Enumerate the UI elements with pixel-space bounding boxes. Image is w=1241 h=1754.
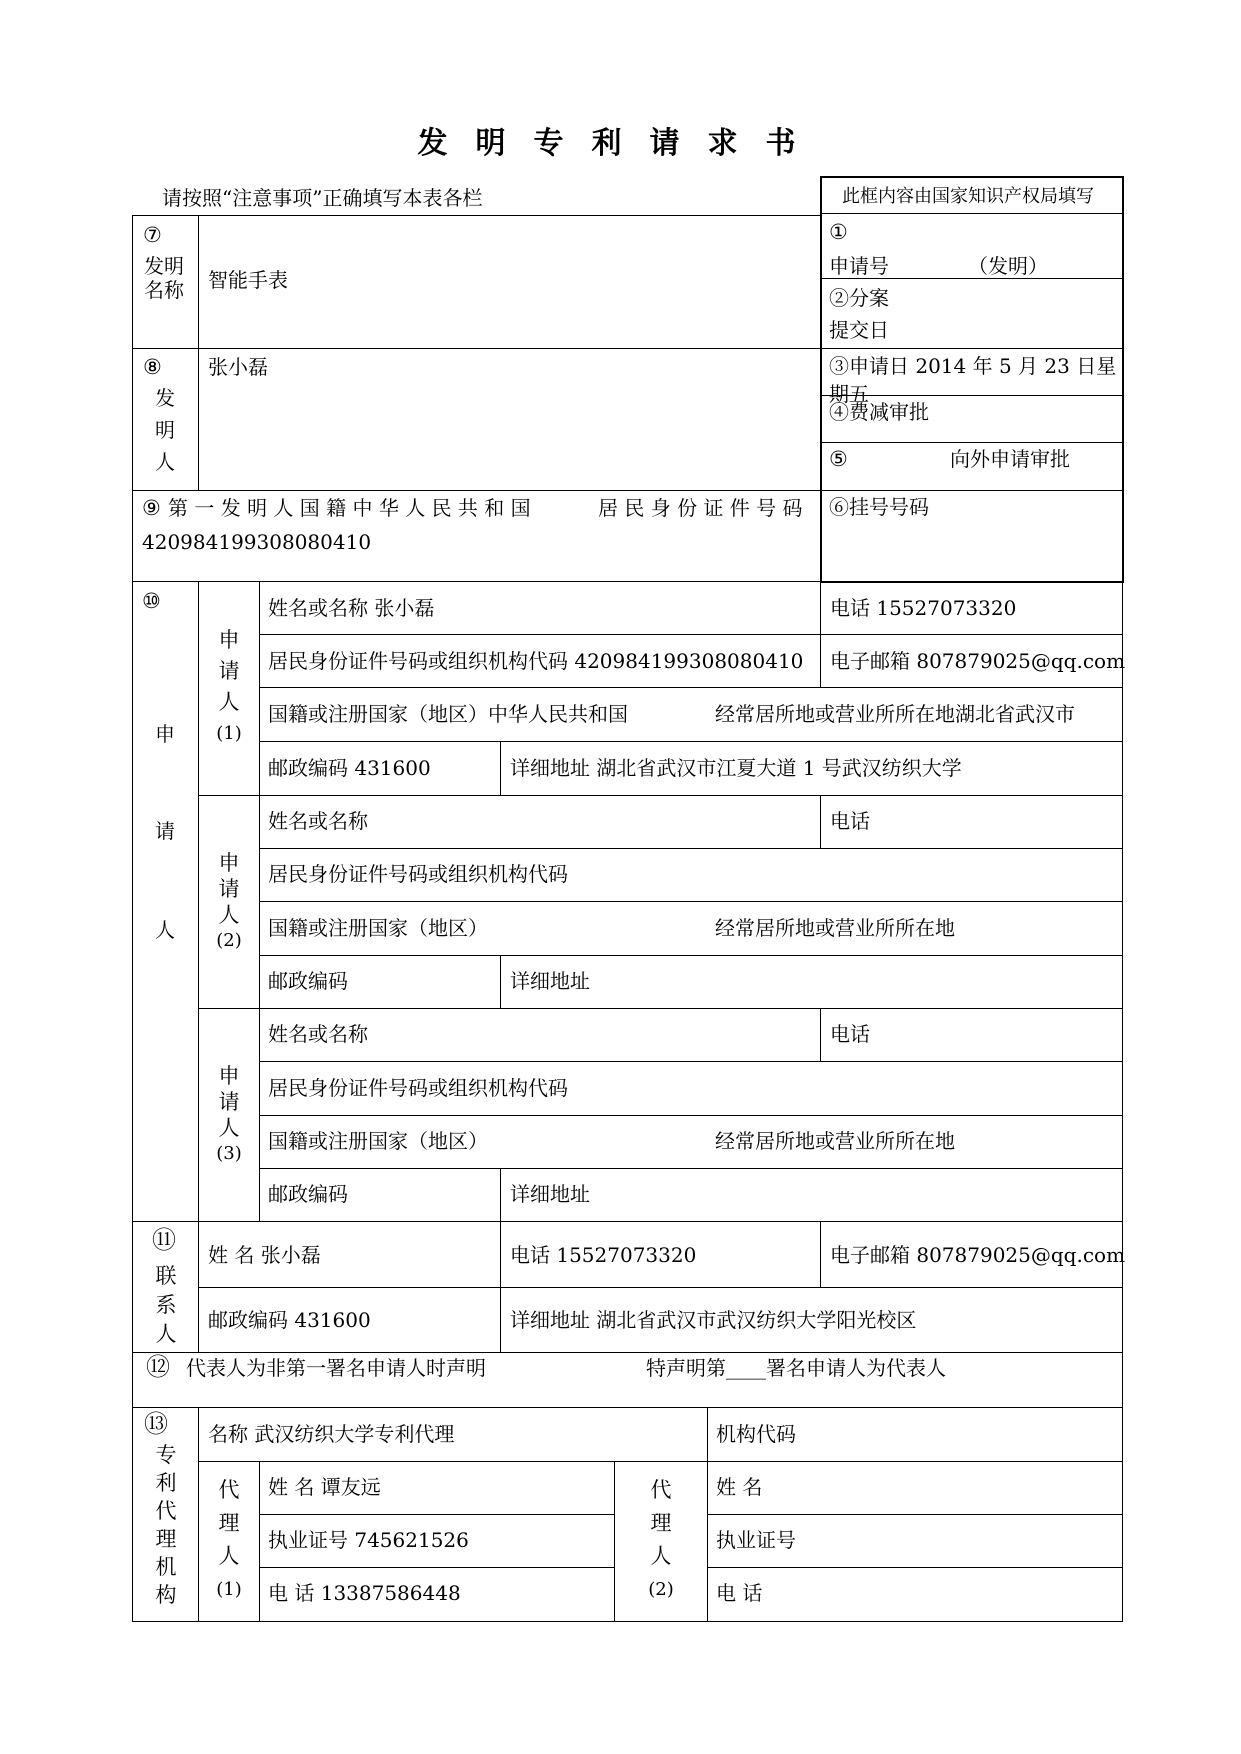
contact-label bbox=[138, 1262, 194, 1349]
label-char: 理 bbox=[155, 1527, 177, 1551]
agent-1-label bbox=[205, 1474, 253, 1606]
label-char: 代 bbox=[650, 1478, 672, 1502]
applicant-2-id: 居民身份证件号码或组织机构代码 bbox=[268, 862, 568, 886]
applicant-2-label bbox=[205, 850, 253, 954]
grid-line bbox=[259, 848, 1122, 849]
grid-line bbox=[132, 215, 820, 216]
grid-line bbox=[132, 490, 820, 491]
applicant-2-name: 姓名或名称 bbox=[268, 809, 368, 833]
grid-line bbox=[500, 1221, 501, 1352]
instruction-text: 请按照“注意事项”正确填写本表各栏 bbox=[162, 186, 483, 210]
label-char: 利 bbox=[155, 1471, 177, 1495]
label-char: 系 bbox=[155, 1293, 177, 1317]
contact-email: 电子邮箱 807879025@qq.com bbox=[830, 1243, 1126, 1267]
agent-2-name: 姓 名 bbox=[716, 1475, 763, 1499]
filing-date-cell bbox=[829, 352, 1119, 406]
grid-line bbox=[132, 1621, 1123, 1622]
label-char: 请 bbox=[218, 1090, 240, 1114]
grid-line bbox=[132, 348, 820, 349]
grid-line bbox=[259, 901, 1122, 902]
applicants-label-char: 请 bbox=[155, 819, 175, 843]
grid-line bbox=[820, 1008, 821, 1061]
grid-line bbox=[820, 278, 1122, 279]
label-char: 联 bbox=[155, 1264, 177, 1288]
applicant-1-address: 详细地址 湖北省武汉市江夏大道 1 号武汉纺织大学 bbox=[510, 756, 962, 780]
grid-line bbox=[198, 1008, 1122, 1009]
grid-line bbox=[500, 741, 501, 795]
applicant-3-id: 居民身份证件号码或组织机构代码 bbox=[268, 1076, 568, 1100]
applicant-3-residence: 经常居所地或营业所所在地 bbox=[715, 1129, 955, 1153]
label-char: 人 bbox=[650, 1544, 672, 1568]
grid-line bbox=[198, 581, 199, 1221]
contact-address: 详细地址 湖北省武汉市武汉纺织大学阳光校区 bbox=[510, 1308, 917, 1332]
applicant-3-label bbox=[205, 1063, 253, 1167]
grid-line bbox=[132, 1352, 1123, 1353]
grid-line bbox=[820, 442, 1122, 443]
inventor-label-char: 明 bbox=[155, 418, 175, 442]
grid-line bbox=[1122, 581, 1123, 1621]
invention-name-label-2: 名称 bbox=[144, 278, 184, 302]
field-8-number: ⑧ bbox=[143, 355, 162, 379]
grid-line bbox=[259, 1168, 1122, 1169]
applicant-1-name: 姓名或名称 张小磊 bbox=[268, 596, 435, 620]
grid-line bbox=[132, 581, 1123, 582]
label-char: 理 bbox=[650, 1511, 672, 1535]
application-number-label: 申请号 bbox=[829, 254, 889, 278]
first-inventor-id-value: 420984199308080410 bbox=[142, 530, 372, 554]
label-char: (2) bbox=[648, 1579, 674, 1600]
grid-line bbox=[259, 634, 1122, 635]
grid-line bbox=[259, 687, 1122, 688]
grid-line bbox=[820, 213, 1122, 214]
field-10-number: ⑩ bbox=[142, 589, 161, 613]
label-char: 人 bbox=[218, 903, 240, 927]
application-type-label: （发明） bbox=[968, 254, 1048, 278]
applicant-2-nationality: 国籍或注册国家（地区） bbox=[268, 916, 488, 940]
label-char: 请 bbox=[218, 877, 240, 901]
field-1-number: ① bbox=[829, 220, 848, 244]
applicant-1-id: 居民身份证件号码或组织机构代码 420984199308080410 bbox=[268, 649, 804, 673]
label-char: 人 bbox=[155, 1322, 177, 1346]
grid-line bbox=[198, 1461, 1122, 1462]
applicant-2-postcode: 邮政编码 bbox=[268, 969, 348, 993]
applicant-1-phone: 电话 15527073320 bbox=[830, 596, 1017, 620]
agent-1-license: 执业证号 745621526 bbox=[268, 1528, 469, 1552]
first-inventor-nationality: 第 一 发 明 人 国 籍 中 华 人 民 共 和 国 bbox=[168, 496, 531, 520]
grid-line bbox=[500, 955, 501, 1008]
contact-phone: 电话 15527073320 bbox=[510, 1243, 697, 1267]
grid-line bbox=[820, 795, 821, 848]
inventor-value: 张小磊 bbox=[208, 355, 268, 379]
contact-postcode: 邮政编码 431600 bbox=[208, 1308, 371, 1332]
contact-name: 姓 名 张小磊 bbox=[208, 1243, 321, 1267]
label-char: 申 bbox=[218, 628, 240, 652]
field-11-number: ⑪ bbox=[152, 1226, 176, 1254]
applicant-1-residence: 经常居所地或营业所所在地湖北省武汉市 bbox=[715, 702, 1075, 726]
grid-line bbox=[259, 1461, 260, 1621]
invention-name-value: 智能手表 bbox=[208, 268, 288, 292]
grid-line bbox=[707, 1514, 1122, 1515]
applicant-3-nationality: 国籍或注册国家（地区） bbox=[268, 1129, 488, 1153]
label-char: 理 bbox=[218, 1511, 240, 1535]
grid-line bbox=[500, 1168, 501, 1221]
applicant-2-residence: 经常居所地或营业所所在地 bbox=[715, 916, 955, 940]
grid-line bbox=[132, 1221, 1123, 1222]
grid-line bbox=[820, 581, 821, 687]
representative-declaration: 代表人为非第一署名申请人时声明 bbox=[186, 1356, 486, 1380]
applicant-2-address: 详细地址 bbox=[510, 969, 590, 993]
registered-mail-label: ⑥挂号号码 bbox=[829, 495, 929, 519]
grid-line bbox=[198, 795, 1122, 796]
label-char: 代 bbox=[218, 1478, 240, 1502]
agent-1-name: 姓 名 谭友远 bbox=[268, 1475, 381, 1499]
grid-line bbox=[259, 1514, 614, 1515]
grid-line bbox=[259, 1567, 614, 1568]
inventor-label-char: 发 bbox=[155, 386, 175, 410]
first-inventor-id-label: 居 民 身 份 证 件 号 码 bbox=[598, 496, 803, 520]
label-char: 人 bbox=[218, 690, 240, 714]
applicant-3-name: 姓名或名称 bbox=[268, 1022, 368, 1046]
form-title: 发明专利请求书 bbox=[417, 126, 824, 161]
field-13-number: ⑬ bbox=[144, 1410, 168, 1438]
grid-line bbox=[820, 490, 1122, 491]
label-char: (1) bbox=[216, 1579, 242, 1600]
applicant-3-postcode: 邮政编码 bbox=[268, 1182, 348, 1206]
applicant-1-nationality: 国籍或注册国家（地区）中华人民共和国 bbox=[268, 702, 628, 726]
label-char: 构 bbox=[155, 1583, 177, 1607]
office-box-header: 此框内容由国家知识产权局填写 bbox=[842, 186, 1094, 207]
field-5-number: ⑤ bbox=[829, 447, 848, 471]
applicant-1-email: 电子邮箱 807879025@qq.com bbox=[830, 649, 1126, 673]
agent-2-label bbox=[636, 1474, 686, 1606]
grid-line bbox=[259, 955, 1122, 956]
label-char: 机 bbox=[155, 1555, 177, 1579]
grid-line bbox=[259, 1115, 1122, 1116]
applicant-2-phone: 电话 bbox=[830, 809, 870, 833]
grid-line bbox=[259, 741, 1122, 742]
submission-date-label: 提交日 bbox=[829, 318, 889, 342]
field-7-number: ⑦ bbox=[143, 223, 162, 247]
foreign-filing-label: 向外申请审批 bbox=[950, 447, 1070, 471]
agent-2-phone: 电 话 bbox=[716, 1581, 763, 1605]
grid-line bbox=[132, 215, 133, 1621]
inventor-label-char: 人 bbox=[155, 450, 175, 474]
grid-line bbox=[198, 1407, 199, 1621]
agency-label bbox=[138, 1441, 194, 1609]
applicant-3-phone: 电话 bbox=[830, 1022, 870, 1046]
label-char: (3) bbox=[216, 1143, 242, 1164]
label-char: 人 bbox=[218, 1116, 240, 1140]
label-char: (1) bbox=[216, 723, 242, 744]
agent-1-phone: 电 话 13387586448 bbox=[268, 1581, 461, 1605]
applicant-3-address: 详细地址 bbox=[510, 1182, 590, 1206]
fee-reduction-label: ④费减审批 bbox=[829, 400, 929, 424]
grid-line bbox=[614, 1461, 615, 1621]
representative-statement: 特声明第____署名申请人为代表人 bbox=[646, 1356, 946, 1380]
filing-date-text: ③申请日 2014 年 5 月 23 日星期五 bbox=[829, 354, 1117, 406]
agency-code: 机构代码 bbox=[716, 1422, 796, 1446]
grid-line bbox=[198, 1287, 1122, 1288]
divisional-label: ②分案 bbox=[829, 286, 889, 310]
applicants-label-char: 申 bbox=[155, 722, 175, 746]
label-char: 专 bbox=[155, 1443, 177, 1467]
grid-line bbox=[820, 348, 1122, 349]
grid-line bbox=[820, 1221, 821, 1287]
label-char: 代 bbox=[155, 1499, 177, 1523]
label-char: 请 bbox=[218, 659, 240, 683]
applicant-1-postcode: 邮政编码 431600 bbox=[268, 756, 431, 780]
label-char: (2) bbox=[216, 930, 242, 951]
grid-line bbox=[198, 215, 199, 490]
label-char: 申 bbox=[218, 851, 240, 875]
grid-line bbox=[132, 1407, 1123, 1408]
label-char: 申 bbox=[218, 1064, 240, 1088]
grid-line bbox=[707, 1567, 1122, 1568]
applicant-1-label bbox=[205, 625, 253, 749]
agent-2-license: 执业证号 bbox=[716, 1528, 796, 1552]
field-9-number: ⑨ bbox=[142, 496, 161, 520]
grid-line bbox=[259, 1061, 1122, 1062]
label-char: 人 bbox=[218, 1544, 240, 1568]
agency-name: 名称 武汉纺织大学专利代理 bbox=[208, 1422, 455, 1446]
applicants-label-char: 人 bbox=[155, 918, 175, 942]
field-12-number: ⑫ bbox=[146, 1353, 170, 1381]
invention-name-label-1: 发明 bbox=[144, 254, 184, 278]
